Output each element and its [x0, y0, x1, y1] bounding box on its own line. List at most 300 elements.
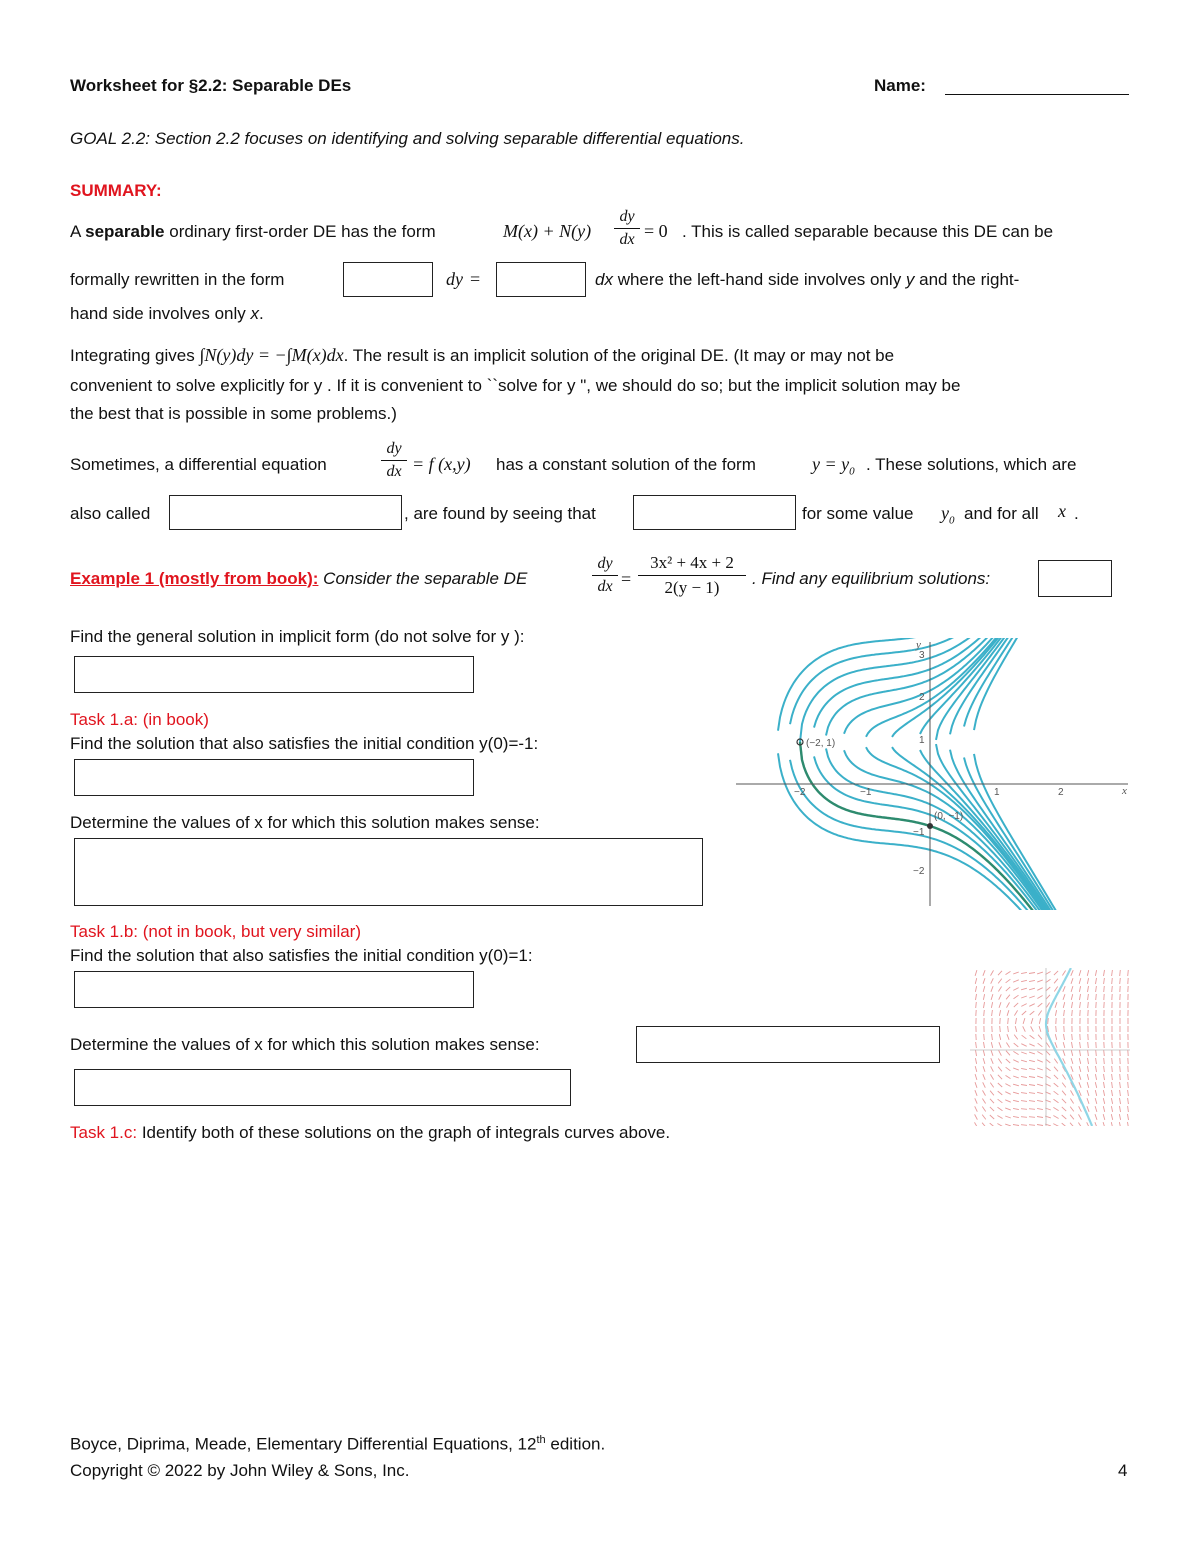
fraction-dy-dx-2: dy dx [381, 440, 407, 481]
field-segment [1120, 1098, 1121, 1104]
field-segment [1063, 1002, 1064, 1008]
field-segment [1096, 986, 1097, 992]
field-segment [990, 1091, 994, 1096]
field-segment [999, 1002, 1001, 1008]
field-segment [1016, 1018, 1017, 1024]
field-segment [1014, 995, 1019, 998]
integrating-line: Integrating gives ∫N(y)dy = −∫M(x)dx. The result is an implicit solution of the original DE. (It may or may not be [70, 345, 895, 365]
field-segment [1080, 1002, 1081, 1008]
field-segment [1013, 1084, 1019, 1086]
field-segment [1104, 1066, 1105, 1072]
field-segment [1087, 1106, 1089, 1112]
summary-heading: SUMMARY: [70, 181, 162, 200]
name-field[interactable] [945, 94, 1129, 95]
field-segment [1112, 1074, 1113, 1080]
field-segment [1062, 1115, 1067, 1119]
field-segment [1021, 1109, 1027, 1110]
field-segment [1013, 1092, 1019, 1094]
field-segment [1029, 980, 1035, 981]
field-segment [1022, 1035, 1027, 1039]
field-segment [1063, 986, 1065, 992]
field-segment [1103, 1098, 1104, 1104]
separable-line-2b: dx where the left-hand side involves only y and the right- [595, 270, 1020, 289]
field-segment [1070, 1107, 1074, 1112]
field-segment [1005, 1084, 1010, 1087]
math-eq-ex: = [621, 569, 632, 589]
page-title: Worksheet for §2.2: Separable DEs [70, 76, 352, 95]
field-segment [982, 1107, 985, 1112]
field-segment [1079, 1106, 1082, 1111]
x-tick-2: 2 [1058, 787, 1064, 798]
answer-box-N[interactable] [343, 262, 433, 297]
answer-box-task-1b-domain-a[interactable] [636, 1026, 940, 1063]
math-eq0: = 0 [644, 221, 668, 241]
field-segment [1038, 1035, 1042, 1040]
field-segment [1095, 1114, 1097, 1120]
solution-curve [1046, 968, 1092, 1126]
equilibrium-line-1a: Sometimes, a differential equation [70, 455, 327, 474]
field-segment [1120, 1074, 1121, 1080]
field-segment [1120, 1082, 1121, 1088]
field-segment [1120, 1090, 1121, 1096]
field-segment [998, 1067, 1002, 1072]
field-segment [1063, 1042, 1065, 1048]
field-segment [992, 1010, 993, 1016]
field-segment [1064, 1010, 1065, 1016]
field-segment [1021, 1044, 1026, 1047]
field-segment [983, 1050, 984, 1056]
field-segment [1013, 988, 1018, 991]
field-segment [990, 1107, 994, 1111]
field-segment [1021, 1085, 1027, 1086]
field-segment [1054, 1075, 1058, 1079]
field-segment [990, 1123, 995, 1126]
answer-box-M[interactable] [496, 262, 586, 297]
field-segment [1046, 1043, 1049, 1048]
field-segment [1112, 1058, 1113, 1064]
field-segment [975, 1090, 977, 1096]
field-segment [1030, 1011, 1035, 1015]
field-segment [1013, 1100, 1019, 1101]
field-segment [1096, 1050, 1097, 1056]
field-segment [1053, 1116, 1058, 1119]
field-segment [1037, 1084, 1043, 1086]
field-segment [1039, 1026, 1041, 1032]
field-segment [991, 1042, 992, 1048]
field-segment [1037, 988, 1042, 991]
field-segment [1119, 1114, 1120, 1120]
field-segment [1023, 1026, 1026, 1031]
fraction-dy-dx-3: dy dx [592, 555, 618, 596]
goal-line: GOAL 2.2: Section 2.2 focuses on identifying and solving separable differential equations. [70, 129, 745, 148]
field-segment [1046, 1003, 1049, 1008]
field-segment [1029, 1068, 1035, 1069]
answer-box-equilibrium-name[interactable] [169, 495, 402, 530]
field-segment [1071, 986, 1073, 992]
field-segment [1103, 1090, 1104, 1096]
field-segment [1063, 994, 1065, 1000]
field-segment [1087, 1090, 1089, 1096]
field-segment [1037, 1100, 1043, 1101]
integral-curve [790, 638, 968, 724]
field-segment [1013, 1116, 1019, 1117]
field-segment [1062, 1091, 1066, 1096]
field-segment [1021, 980, 1027, 981]
field-segment [1120, 970, 1121, 976]
field-segment [991, 1058, 993, 1064]
field-segment [1005, 1116, 1011, 1118]
field-segment [1039, 1018, 1040, 1024]
field-segment [1014, 1043, 1019, 1047]
field-segment [983, 1090, 986, 1095]
y-axis-label: y [916, 639, 921, 651]
field-segment [1128, 1074, 1129, 1080]
field-segment [1062, 1099, 1066, 1103]
separable-line-1-tail: . This is called separable because this DE can be [682, 222, 1054, 241]
field-segment [1006, 1051, 1010, 1056]
field-segment [998, 971, 1002, 975]
field-segment [1070, 1123, 1074, 1126]
citation: Boyce, Diprima, Meade, Elementary Differential Equations, 12th edition. [70, 1434, 606, 1454]
field-segment [1030, 1035, 1035, 1038]
field-segment [1029, 1052, 1035, 1054]
field-segment [983, 970, 985, 976]
field-segment [1013, 1076, 1019, 1078]
field-segment [975, 978, 976, 984]
field-segment [1088, 1042, 1089, 1048]
field-segment [990, 1083, 993, 1088]
implicit-line-3: the best that is possible in some problems.) [70, 404, 397, 423]
field-segment [976, 994, 977, 1000]
field-segment [990, 1099, 994, 1103]
field-segment [1037, 980, 1043, 982]
field-segment [1120, 978, 1121, 984]
field-segment [1055, 1034, 1056, 1040]
field-segment [999, 1034, 1000, 1040]
field-segment [1095, 1082, 1096, 1088]
field-segment [1112, 1082, 1113, 1088]
equilibrium-line-2-end: . [1074, 504, 1079, 523]
field-segment [1014, 1035, 1018, 1040]
field-segment [984, 1010, 985, 1016]
field-segment [1048, 1018, 1049, 1024]
field-segment [1013, 1060, 1018, 1063]
y-tick-3: 3 [919, 650, 925, 661]
field-segment [1006, 979, 1011, 983]
field-segment [1013, 980, 1019, 982]
field-segment [983, 978, 985, 984]
field-segment [1029, 1077, 1035, 1078]
field-segment [975, 1106, 978, 1111]
math-x: x [1058, 501, 1066, 521]
field-segment [1128, 1090, 1129, 1096]
field-segment [1000, 1026, 1001, 1032]
field-segment [1054, 987, 1057, 992]
answer-box-task-1a-domain[interactable] [74, 838, 703, 906]
field-segment [1021, 1076, 1027, 1077]
math-fxy: = f (x,y) [412, 454, 471, 474]
field-segment [983, 1074, 985, 1080]
field-segment [1120, 1106, 1121, 1112]
field-segment [1079, 1066, 1081, 1072]
field-segment [1021, 972, 1027, 973]
field-segment [1022, 1011, 1026, 1015]
task-1c-line: Task 1.c: Identify both of these solutions on the graph of integrals curves above. [70, 1123, 671, 1142]
field-segment [1008, 1026, 1009, 1032]
integral-curve [964, 758, 1058, 911]
task-1a-label: Task 1.a: (in book) [70, 710, 209, 729]
field-segment [1053, 1107, 1058, 1110]
field-segment [983, 1058, 985, 1064]
field-segment [976, 1050, 977, 1056]
field-segment [1037, 996, 1042, 999]
field-segment [1037, 1068, 1043, 1070]
task-1a-domain-prompt: Determine the values of x for which this solution makes sense: [70, 813, 540, 832]
field-segment [1088, 994, 1089, 1000]
field-segment [1054, 1059, 1057, 1064]
field-segment [983, 986, 985, 992]
field-segment [1072, 1002, 1073, 1008]
field-segment [1005, 1092, 1010, 1095]
equilibrium-line-2b: , are found by seeing that [404, 504, 596, 523]
field-segment [1096, 1058, 1097, 1064]
field-segment [1054, 1091, 1059, 1095]
answer-box-equilibrium-solutions[interactable] [1038, 560, 1112, 597]
field-segment [1006, 1043, 1009, 1048]
math-dy: dy [446, 269, 463, 289]
field-segment [1072, 1042, 1073, 1048]
field-segment [1088, 1002, 1089, 1008]
field-segment [1013, 972, 1019, 974]
field-segment [1006, 1067, 1011, 1071]
answer-box-task-1b[interactable] [74, 971, 474, 1008]
field-segment [1096, 994, 1097, 1000]
field-segment [1104, 1074, 1105, 1080]
x-axis-label: x [1122, 785, 1127, 797]
field-segment [998, 979, 1002, 984]
field-segment [1054, 1067, 1058, 1072]
field-segment [1055, 1002, 1057, 1008]
integral-curve [814, 756, 1042, 910]
example-1-line: Example 1 (mostly from book): Consider the separable DE [70, 569, 528, 588]
field-segment [983, 1082, 986, 1087]
field-segment [1021, 1093, 1027, 1094]
field-segment [1046, 1051, 1050, 1055]
fraction-dy-dx-1: dy dx [614, 208, 640, 249]
field-segment [1062, 1075, 1065, 1080]
field-segment [984, 1002, 985, 1008]
field-segment [1006, 1059, 1010, 1063]
field-segment [1079, 986, 1080, 992]
field-segment [1128, 1122, 1129, 1126]
x-tick-neg2: −2 [794, 787, 806, 798]
field-segment [1037, 1092, 1043, 1093]
field-segment [1104, 1050, 1105, 1056]
field-segment [1021, 1068, 1027, 1069]
field-segment [1128, 1106, 1129, 1112]
field-segment [1119, 1122, 1120, 1126]
field-segment [975, 986, 976, 992]
field-segment [1087, 970, 1088, 976]
field-segment [1103, 1122, 1105, 1126]
field-segment [1037, 1076, 1043, 1078]
y-tick-1: 1 [919, 735, 925, 746]
field-segment [976, 1042, 977, 1048]
field-segment [1037, 1117, 1043, 1118]
field-segment [991, 1002, 992, 1008]
field-segment [1104, 1058, 1105, 1064]
field-segment [1087, 1074, 1088, 1080]
field-segment [1071, 978, 1073, 984]
answer-box-general-solution[interactable] [74, 656, 474, 693]
task-1b-domain-prompt: Determine the values of x for which this solution makes sense: [70, 1035, 540, 1054]
field-segment [1072, 1034, 1073, 1040]
example-1-tail: . Find any equilibrium solutions: [752, 569, 991, 588]
field-segment [1021, 988, 1027, 990]
field-segment [1038, 1043, 1043, 1047]
separable-line-2a: formally rewritten in the form [70, 270, 285, 289]
copyright: Copyright © 2022 by John Wiley & Sons, Inc. [70, 1461, 410, 1480]
answer-box-task-1a[interactable] [74, 759, 474, 796]
field-segment [1037, 1108, 1043, 1109]
field-segment [1072, 1010, 1073, 1016]
field-segment [1037, 1060, 1043, 1062]
integral-curve [920, 638, 1008, 734]
field-segment [1029, 1004, 1034, 1007]
field-segment [999, 1042, 1001, 1048]
field-segment [1062, 1107, 1066, 1111]
field-segment [991, 978, 994, 983]
field-segment [1062, 1123, 1067, 1126]
x-tick-neg1: −1 [860, 787, 872, 798]
field-segment [1071, 1058, 1073, 1064]
field-segment [1054, 1083, 1059, 1087]
field-segment [1103, 1106, 1104, 1112]
field-segment [975, 1122, 978, 1126]
y-tick-neg1: −1 [913, 827, 925, 838]
field-segment [1088, 986, 1089, 992]
field-segment [991, 986, 993, 992]
field-segment [1080, 994, 1081, 1000]
answer-box-task-1b-domain-b[interactable] [74, 1069, 571, 1106]
field-segment [1053, 1124, 1058, 1126]
field-segment [1128, 1114, 1129, 1120]
point-label-b: (0, −1) [934, 811, 964, 822]
field-segment [1087, 1098, 1089, 1104]
field-segment [1007, 1034, 1009, 1040]
field-segment [975, 1098, 977, 1103]
field-segment [1071, 994, 1072, 1000]
field-segment [1021, 1125, 1027, 1126]
field-segment [1029, 1093, 1035, 1094]
field-segment [1128, 970, 1129, 976]
field-segment [998, 987, 1001, 992]
field-segment [975, 970, 977, 976]
field-segment [1078, 1123, 1081, 1127]
field-segment [991, 994, 993, 1000]
field-segment [1111, 1114, 1112, 1120]
field-segment [1029, 973, 1035, 974]
field-segment [998, 1083, 1002, 1087]
field-segment [1071, 1066, 1073, 1072]
field-segment [1079, 1082, 1081, 1088]
field-segment [1029, 988, 1035, 990]
field-segment [1079, 1074, 1081, 1080]
field-segment [1007, 1010, 1009, 1016]
field-segment [1095, 970, 1096, 976]
x-tick-1: 1 [994, 787, 1000, 798]
answer-box-condition[interactable] [633, 495, 796, 530]
field-segment [1021, 1052, 1027, 1054]
y-tick-2: 2 [919, 692, 925, 703]
equilibrium-line-2a: also called [70, 504, 151, 523]
field-segment [1005, 1124, 1011, 1126]
field-segment [1005, 1100, 1011, 1102]
field-segment [1029, 1060, 1035, 1061]
field-segment [1037, 1052, 1042, 1055]
field-segment [1021, 996, 1027, 998]
field-segment [983, 1066, 985, 1072]
field-segment [997, 1116, 1002, 1119]
math-y0: $y_0$ [941, 503, 955, 527]
math-MN: M(x) + N(y) [503, 221, 592, 241]
field-segment [1128, 1082, 1129, 1088]
field-segment [1103, 1114, 1105, 1120]
field-segment [1031, 1026, 1034, 1031]
field-segment [999, 994, 1002, 999]
field-segment [998, 1099, 1003, 1103]
field-segment [1070, 1115, 1074, 1120]
field-segment [1088, 1050, 1089, 1056]
page-number: 4 [1118, 1461, 1128, 1480]
field-segment [1029, 1117, 1035, 1118]
field-segment [1111, 1122, 1112, 1126]
math-equals: = [470, 269, 481, 289]
field-segment [1095, 1106, 1097, 1112]
general-solution-prompt: Find the general solution in implicit form (do not solve for y ): [70, 627, 525, 646]
field-segment [1013, 1125, 1019, 1126]
field-segment [1013, 1108, 1019, 1109]
field-segment [1046, 995, 1050, 999]
field-segment [1080, 1050, 1081, 1056]
field-segment [976, 1002, 977, 1008]
field-segment [1021, 1101, 1027, 1102]
direction-field [975, 970, 1129, 1126]
field-segment [1079, 1058, 1080, 1064]
field-segment [1096, 978, 1097, 984]
field-segment [1128, 1098, 1129, 1104]
field-segment [982, 1099, 985, 1104]
field-segment [982, 1115, 986, 1120]
field-segment [1013, 1068, 1019, 1070]
field-segment [1054, 971, 1058, 975]
field-segment [1015, 1026, 1017, 1032]
field-segment [1071, 970, 1073, 976]
field-segment [1062, 971, 1065, 976]
field-segment [1006, 971, 1011, 974]
field-segment [984, 1042, 985, 1048]
field-segment [1037, 972, 1043, 974]
field-segment [1071, 1090, 1074, 1095]
field-segment [1008, 1018, 1009, 1024]
field-segment [1112, 1090, 1113, 1096]
field-segment [1029, 1101, 1035, 1102]
field-segment [998, 1091, 1003, 1095]
point-label-a: (−2, 1) [806, 738, 836, 749]
equilibrium-line-1c: . These solutions, which are [866, 455, 1077, 474]
equilibrium-line-2c: for some value [802, 504, 914, 523]
field-segment [1112, 978, 1113, 984]
